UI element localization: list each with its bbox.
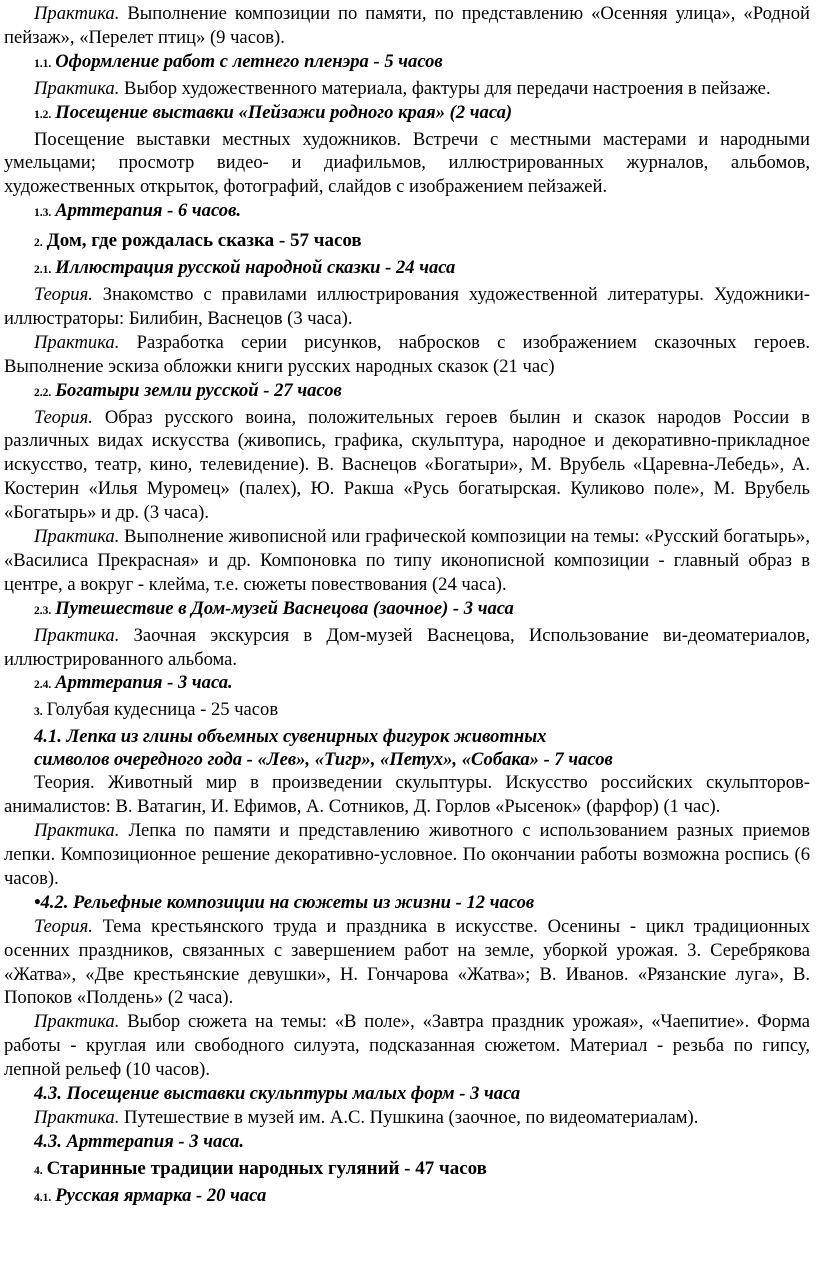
paragraph-lead: Теория.: [34, 283, 93, 305]
section-title: Путешествие в Дом-музей Васнецова (заочное) - 3 часа: [55, 597, 514, 619]
section-heading: [4, 891, 810, 915]
section-title: Старинные традиции народных гуляний - 47 часов: [46, 1157, 487, 1179]
paragraph-text: Заочная экскурсия в Дом-музей Васнецова, Использование ви-деоматериалов, иллюстрированного альбома.: [4, 624, 810, 670]
section-title: Арттерапия - 6 часов.: [55, 200, 242, 222]
section-title: Богатыри земли русской - 27 часов: [55, 379, 342, 401]
paragraph-text: Образ русского воина, положительных героев былин и сказок народов России в различных видах искусства (живопись, графика, скульптура, народное и декоративно-прикладное искусство, театр, кино, телевидение). В. Васнецов «Богатыри», М. Врубель «Царевна-Лебедь», А. Костерин «Илья Муромец» (палех), Ю. Ракша «Русь богатырская. Куликово поле», М. Врубель «Богатырь» и др. (3 часа).: [4, 406, 810, 524]
paragraph-text: Выбор сюжета на темы: «В поле», «Завтра праздник урожая», «Чаепитие». Форма работы - круглая или свободного силуэта, подсказанная сюжетом. Материал - резьба по гипсу, лепной рельеф (10 часов).: [4, 1011, 810, 1081]
heading-line: символов очередного года - «Лев», «Тигр», «Петух», «Собака» - 7 часов: [34, 749, 613, 771]
section-number: 2.3.: [34, 604, 52, 617]
paragraph-text: Путешествие в музей им. А.С. Пушкина (заочное, по видеоматериалам).: [119, 1106, 699, 1128]
paragraph: [4, 1010, 810, 1082]
section-heading: [4, 725, 810, 771]
heading-line: 4.1. Лепка из глины объемных сувенирных фигурок животных: [34, 726, 547, 748]
section-title: Арттерапия - 3 часа.: [55, 672, 233, 694]
paragraph: [4, 283, 810, 331]
section-title: Посещение выставки «Пейзажи родного края» (2 часа): [55, 101, 513, 123]
paragraph-text: Знакомство с правилами иллюстрирования художественной литературы. Художники-иллюстраторы: Билибин, Васнецов (3 часа).: [4, 283, 810, 329]
section-number: 2.: [34, 237, 43, 250]
paragraph: [4, 819, 810, 891]
section-title: Голубая кудесница - 25 часов: [46, 699, 279, 721]
paragraph-lead: Практика.: [34, 820, 120, 842]
paragraph-text: Выбор художественного материала, фактуры для передачи настроения в пейзаже.: [119, 77, 771, 99]
paragraph: [4, 1106, 810, 1130]
section-title: •4.2. Рельефные композиции на сюжеты из жизни - 12 часов: [34, 891, 535, 913]
paragraph-lead: Практика.: [34, 77, 120, 99]
section-title: 4.3. Арттерапия - 3 часа.: [34, 1130, 244, 1152]
paragraph-lead: Теория.: [34, 406, 93, 428]
paragraph: [4, 406, 810, 526]
section-number: 2.4.: [34, 679, 52, 692]
paragraph: [4, 2, 810, 50]
paragraph-lead: Практика.: [34, 1011, 120, 1033]
paragraph-text: Посещение выставки местных художников. Встречи с местными мастерами и народными умельцами; просмотр видео- и диафильмов, иллюстрированных журналов, альбомов, художественных открыток, фотографий, слайдов с изображением пейзажей.: [4, 128, 810, 198]
section-title: 4.3. Посещение выставки скульптуры малых форм - 3 часа: [34, 1083, 521, 1105]
paragraph: [4, 77, 810, 101]
paragraph-text: Разработка серии рисунков, набросков с изображением сказочных героев. Выполнение эскиза обложки книги русских народных сказок (21 час): [4, 331, 810, 377]
paragraph-text: Выполнение живописной или графической композиции на темы: «Русский богатырь», «Василиса Прекрасная» и др. Компоновка по типу иконописной композиции - главный образ в центре, а вокруг - клейма, т.е. сюжеты повествования (24 часа).: [4, 526, 810, 595]
section-heading: [4, 50, 810, 77]
section-number: 1.3.: [34, 207, 52, 220]
section-heading: [4, 698, 810, 725]
paragraph: [4, 128, 810, 200]
section-heading: [4, 1082, 810, 1106]
paragraph-lead: Практика.: [34, 526, 120, 548]
section-heading: [4, 1130, 810, 1154]
section-heading: [4, 379, 810, 406]
section-title: Русская ярмарка - 20 часа: [55, 1184, 267, 1206]
paragraph-lead: Практика.: [34, 331, 120, 353]
section-heading: [4, 597, 810, 624]
paragraph: [4, 525, 810, 597]
paragraph: [4, 624, 810, 672]
section-heading: [4, 256, 810, 283]
section-title: Иллюстрация русской народной сказки - 24 часа: [55, 257, 456, 279]
section-heading: [4, 199, 810, 226]
section-number: 3.: [34, 706, 43, 719]
paragraph-lead: Практика.: [34, 1106, 120, 1128]
section-title: Оформление работ с летнего пленэра - 5 часов: [55, 50, 443, 72]
section-heading: [4, 101, 810, 128]
paragraph-text: Лепка по памяти и представлению животного с использованием разных приемов лепки. Композиционное решение декоративно-условное. По окончании работы возможна роспись (6 часов).: [4, 820, 810, 889]
section-number: 1.2.: [34, 108, 52, 121]
paragraph-lead: Практика.: [34, 624, 120, 646]
section-number: 2.1.: [34, 264, 52, 277]
section-heading: [4, 226, 810, 256]
section-title: Дом, где рождалась сказка - 57 часов: [46, 230, 362, 252]
paragraph-lead: Теория.: [34, 915, 93, 937]
paragraph-text: Теория. Животный мир в произведении скульптуры. Искусство российских скульпторов-анималистов: В. Ватагин, И. Ефимов, А. Сотников, Д. Горлов «Рысенок» (фарфор) (1 час).: [4, 772, 810, 818]
paragraph-text: Выполнение композиции по памяти, по представлению «Осенняя улица», «Родной пейзаж», «Перелет птиц» (9 часов).: [4, 3, 810, 48]
section-heading: [4, 1184, 810, 1211]
paragraph: [4, 771, 810, 819]
section-number: 4.1.: [34, 1191, 52, 1204]
section-heading: [4, 1154, 810, 1184]
paragraph: [4, 331, 810, 379]
section-number: 4.: [34, 1164, 43, 1177]
paragraph-text: Тема крестьянского труда и праздника в искусстве. Осенины - цикл традиционных осенних праздников, связанных с завершением работ на земле, уборкой урожая. 3. Серебрякова «Жатва», «Две крестьянские девушки», Н. Гончарова «Жатва»; В. Иванов. «Рязанские луга», В. Попоков «Полдень» (2 часа).: [4, 915, 810, 1009]
paragraph-lead: Практика.: [34, 3, 120, 24]
section-number: 2.2.: [34, 386, 52, 399]
paragraph: [4, 915, 810, 1011]
section-heading: [4, 671, 810, 698]
section-number: 1.1.: [34, 57, 52, 70]
